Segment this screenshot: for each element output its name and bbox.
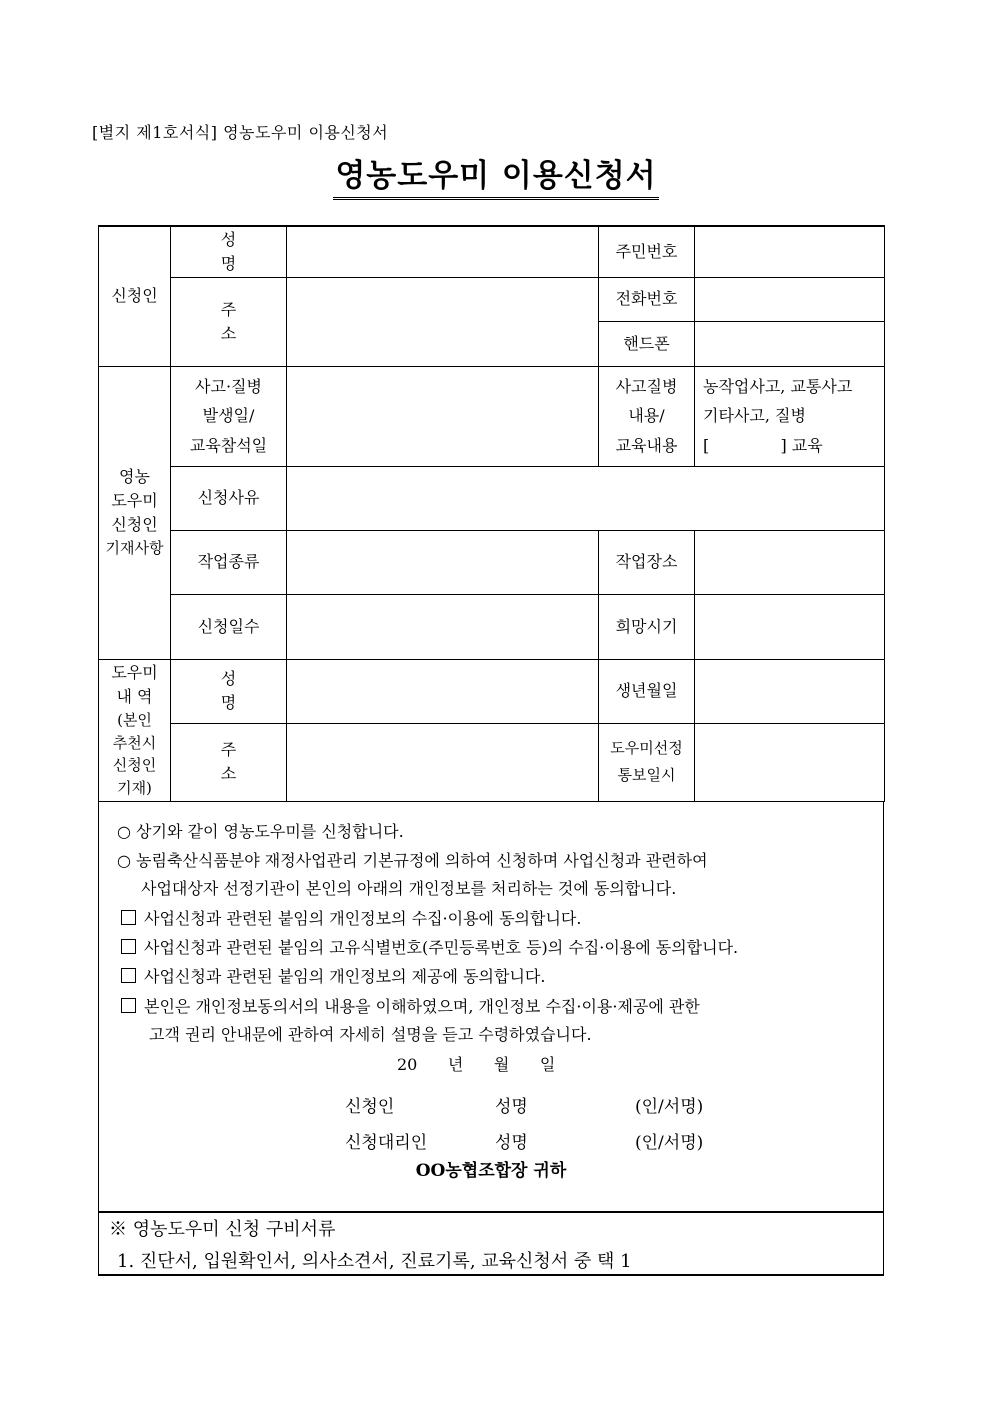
content-option-line: 농작업사고, 교통사고	[703, 376, 853, 396]
applicant-seal-label[interactable]: (인/서명)	[635, 1096, 704, 1117]
consent-unique-id-checkbox[interactable]	[121, 939, 136, 954]
consent-understood-row[interactable]	[121, 994, 700, 1017]
agent-sign-name-label: 성명	[495, 1132, 528, 1153]
consent-provide-checkbox[interactable]	[121, 968, 136, 983]
reason-field[interactable]	[287, 466, 885, 530]
applicant-mobile-field[interactable]	[695, 321, 885, 366]
desired-time-field[interactable]	[695, 594, 885, 659]
consent-provide-text: 사업신청과 관련된 붙임의 개인정보의 제공에 동의합니다.	[144, 966, 546, 986]
agreement-line-1: ○ 상기와 같이 영농도우미를 신청합니다.	[117, 821, 404, 841]
details-section-label-line: 영농	[119, 467, 150, 487]
helper-notice-label-line: 통보일시	[617, 766, 676, 784]
consent-collect-checkbox[interactable]	[121, 910, 136, 925]
consent-unique-id-text: 사업신청과 관련된 붙임의 고유식별번호(주민등록번호 등)의 수집·이용에 동의합니다.	[144, 937, 739, 957]
agreement-line-3: 사업대상자 선정기관이 본인의 아래의 개인정보를 처리하는 것에 동의합니다.	[141, 878, 677, 898]
applicant-name-label: 성 명	[171, 226, 287, 277]
helper-name-label: 성 명	[171, 659, 287, 723]
details-section-label-line: 신청인	[111, 515, 158, 535]
applicant-address-field[interactable]	[287, 277, 599, 366]
days-field[interactable]	[287, 594, 599, 659]
occurrence-date-label-line: 발생일/	[202, 406, 255, 426]
occurrence-date-label	[171, 366, 287, 466]
applicant-id-number-field[interactable]	[695, 226, 885, 277]
helper-notice-label	[599, 723, 695, 801]
accident-content-options	[695, 366, 885, 466]
applicant-sign-label: 신청인	[345, 1096, 395, 1117]
helper-birth-label: 생년월일	[599, 659, 695, 723]
applicant-phone-label: 전화번호	[599, 277, 695, 321]
consent-understood-text: 본인은 개인정보동의서의 내용을 이해하였으며, 개인정보 수집·이용·제공에 관한	[144, 996, 700, 1016]
helper-name-field[interactable]	[287, 659, 599, 723]
applicant-section-label: 신청인	[99, 226, 171, 366]
content-option-line: 기타사고, 질병	[703, 406, 806, 426]
details-section-label	[99, 366, 171, 659]
applicant-name-field[interactable]	[287, 226, 599, 277]
applicant-sign-name-label: 성명	[495, 1096, 528, 1117]
applicant-phone-field[interactable]	[695, 277, 885, 321]
occurrence-date-field[interactable]	[287, 366, 599, 466]
helper-section-label-line: 내 역	[116, 687, 153, 706]
agent-sign-label: 신청대리인	[345, 1132, 428, 1153]
helper-notice-field[interactable]	[695, 723, 885, 801]
reason-label: 신청사유	[171, 466, 287, 530]
work-place-field[interactable]	[695, 530, 885, 594]
consent-unique-id-row[interactable]	[121, 935, 738, 958]
consent-provide-row[interactable]	[121, 964, 545, 987]
helper-section-label-line: 추천시	[112, 733, 157, 752]
agreement-line-2: ○ 농림축산식품분야 재정사업관리 기본규정에 의하여 신청하며 사업신청과 관련하여	[117, 850, 708, 870]
accident-content-label-line: 교육내용	[615, 435, 678, 455]
occurrence-date-label-line: 사고·질병	[195, 376, 262, 396]
applicant-id-number-label: 주민번호	[599, 226, 695, 277]
consent-collect-row[interactable]	[121, 906, 581, 929]
required-documents-section	[98, 1212, 884, 1276]
application-form	[98, 225, 884, 1276]
days-label: 신청일수	[171, 594, 287, 659]
helper-section-label-line: 신청인	[112, 756, 157, 774]
helper-section-label	[99, 659, 171, 801]
required-documents-item-1: 1. 진단서, 입원확인서, 의사소견서, 진료기록, 교육신청서 중 택 1	[117, 1250, 632, 1272]
form-number-label: [별지 제1호서식] 영농도우미 이용신청서	[92, 123, 389, 142]
details-section-label-line: 도우미	[111, 491, 158, 511]
helper-address-label: 주 소	[171, 723, 287, 801]
occurrence-date-label-line: 교육참석일	[189, 435, 268, 455]
helper-notice-label-line: 도우미선정	[610, 739, 683, 757]
helper-section-label-line: 기재)	[117, 778, 152, 797]
consent-understood-text-cont: 고객 권리 안내문에 관하여 자세히 설명을 듣고 수령하였습니다.	[149, 1024, 592, 1044]
recipient-line: OO농협조합장 귀하	[415, 1160, 567, 1181]
details-section-label-line: 기재사항	[105, 539, 164, 558]
agreement-section	[98, 802, 884, 1212]
content-option-line[interactable]: [ ] 교육	[703, 435, 823, 455]
application-date-line: 20 년 월 일	[397, 1054, 556, 1074]
helper-address-field[interactable]	[287, 723, 599, 801]
required-documents-heading: ※ 영농도우미 신청 구비서류	[109, 1218, 336, 1240]
applicant-mobile-label: 핸드폰	[599, 321, 695, 366]
document-title: 영농도우미 이용신청서	[333, 150, 658, 200]
accident-content-label-line: 사고질병	[615, 376, 678, 396]
consent-collect-text: 사업신청과 관련된 붙임의 개인정보의 수집·이용에 동의합니다.	[144, 908, 582, 928]
helper-section-label-line: 도우미	[111, 663, 158, 682]
work-type-field[interactable]	[287, 530, 599, 594]
helper-section-label-line: (본인	[117, 711, 152, 729]
applicant-address-label: 주 소	[171, 277, 287, 366]
accident-content-label	[599, 366, 695, 466]
document-title-wrap	[0, 150, 992, 200]
consent-understood-checkbox[interactable]	[121, 998, 136, 1013]
agent-seal-label[interactable]: (인/서명)	[635, 1132, 704, 1153]
accident-content-label-line: 내용/	[628, 406, 665, 426]
helper-birth-field[interactable]	[695, 659, 885, 723]
work-type-label: 작업종류	[171, 530, 287, 594]
work-place-label: 작업장소	[599, 530, 695, 594]
desired-time-label: 희망시기	[599, 594, 695, 659]
application-table	[98, 225, 885, 802]
